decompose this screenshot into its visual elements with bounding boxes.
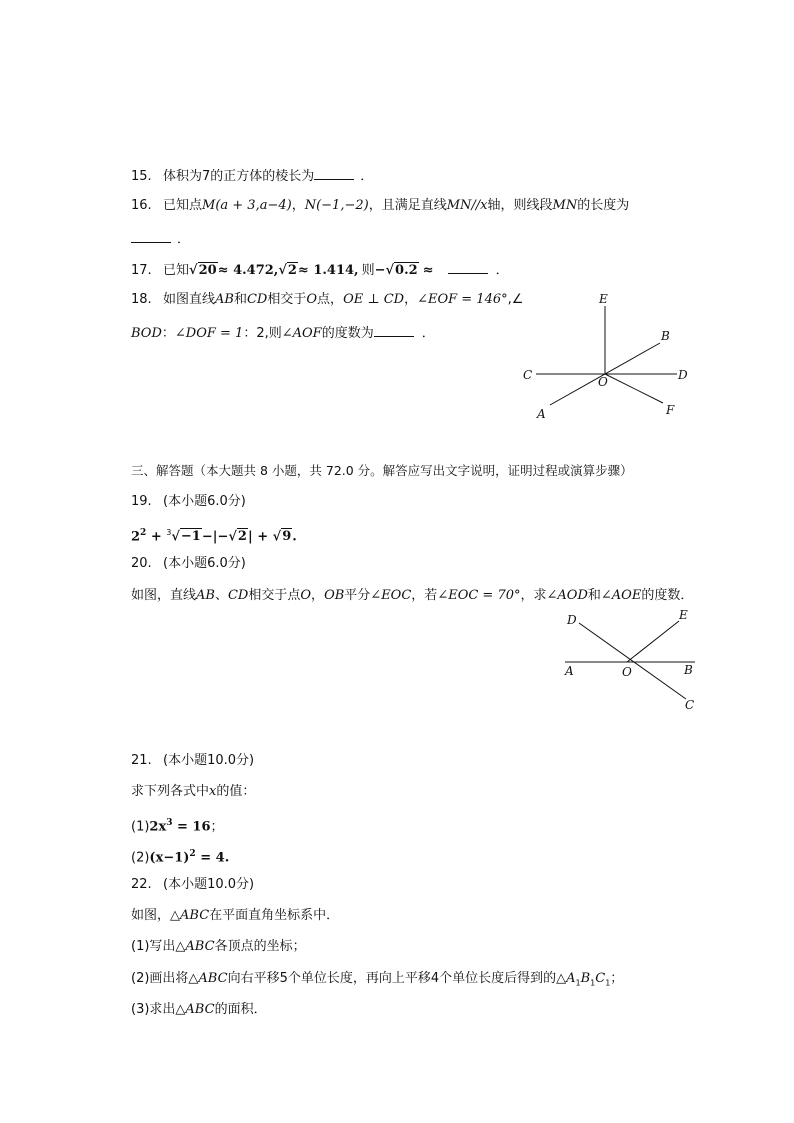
- exponent: 2: [189, 849, 196, 859]
- math-dof: ∠DOF = 1: [174, 326, 244, 341]
- label-c: C: [685, 698, 695, 712]
- text: (2)画出将: [131, 971, 189, 986]
- question-number: 19.: [131, 494, 152, 509]
- text: 向右平移5个单位长度，再向上平移4个单位长度后得到的: [227, 971, 557, 986]
- text: 的度数．: [641, 588, 694, 603]
- math: −|−: [201, 529, 229, 545]
- math-eoc-value: ∠EOC = 70°: [437, 588, 521, 603]
- question-18-line2: [131, 323, 435, 343]
- line-oe: [627, 621, 679, 662]
- subscript: 1: [575, 978, 581, 988]
- label-o: O: [598, 375, 608, 389]
- question-22-intro: [131, 907, 339, 925]
- minus: −: [374, 263, 386, 278]
- label-b: B: [684, 663, 693, 677]
- math: 2x: [149, 819, 167, 835]
- root-index: 3: [166, 528, 172, 537]
- text: (1)写出: [131, 939, 176, 954]
- text: 在平面直角坐标系中．: [209, 908, 340, 923]
- math-triangle-a1: △A: [556, 971, 576, 986]
- text: ，且满足直线: [368, 198, 447, 213]
- math-value: ≈ 1.414,: [297, 263, 359, 278]
- label-e: E: [679, 608, 688, 622]
- period: ．: [421, 326, 435, 341]
- text: 的值：: [216, 784, 256, 799]
- label-f: F: [666, 403, 675, 417]
- text: 相交于: [267, 292, 307, 307]
- question-number: 16.: [131, 198, 152, 213]
- period: ．: [495, 263, 509, 278]
- text: (3)求出: [131, 1002, 176, 1017]
- text: ，: [291, 198, 305, 213]
- label-b: B: [661, 329, 670, 343]
- math-b1: B: [580, 971, 591, 986]
- math: .: [292, 529, 297, 545]
- score: (本小题10.0分): [163, 877, 255, 892]
- math-triangle: △ABC: [170, 908, 210, 923]
- math-perp: OE ⊥ CD: [343, 292, 405, 307]
- text: 已知: [163, 263, 190, 278]
- text: 和: [233, 292, 247, 307]
- line-dc: [579, 623, 686, 699]
- math: = 16: [172, 819, 211, 835]
- text: 已知点: [163, 198, 203, 213]
- math: = 4: [195, 850, 225, 866]
- text: 如图，直线: [131, 588, 197, 603]
- math-mn: MN: [552, 198, 578, 213]
- math-cd: CD: [227, 588, 249, 603]
- question-17: 17. 已知√20≈ 4.472,√2≈ 1.414, 则−√0.2 ≈ ．: [131, 260, 509, 280]
- answer-blank[interactable]: [314, 166, 354, 180]
- math-cd: CD: [246, 292, 268, 307]
- cbrt-neg-1: −1: [180, 529, 201, 545]
- math-triangle: △ABC: [175, 1002, 215, 1017]
- sqrt-9: 9: [282, 529, 292, 545]
- math-c1: C: [595, 971, 606, 986]
- approx: ≈: [422, 263, 434, 278]
- text: 求下列各式中: [131, 784, 210, 799]
- item-label: (2): [131, 850, 150, 866]
- text: ，若: [411, 588, 438, 603]
- math-value: ≈ 4.472,: [217, 263, 279, 278]
- text: ：: [161, 326, 175, 341]
- math-triangle: △ABC: [188, 971, 228, 986]
- q20-figure: [555, 605, 715, 720]
- exponent: 3: [166, 818, 173, 828]
- score: (本小题6.0分): [163, 494, 246, 509]
- label-a: A: [565, 664, 574, 678]
- question-16: [131, 197, 629, 215]
- question-18: [131, 291, 523, 309]
- text: 平分: [344, 588, 371, 603]
- text: 的面积．: [214, 1002, 267, 1017]
- period: ．: [360, 169, 374, 184]
- item-label: (1): [131, 819, 150, 835]
- label-e: E: [599, 292, 608, 306]
- answer-blank[interactable]: [131, 229, 171, 243]
- question-19-expr: $2^2 + ^3√-1-|-√2| + √9$.: [131, 528, 297, 545]
- text: 如图，: [131, 908, 171, 923]
- text: ，: [404, 292, 418, 307]
- math-aoe: ∠AOE: [600, 588, 642, 603]
- text: ：2,: [243, 326, 269, 341]
- label-o: O: [622, 665, 632, 679]
- subscript: 1: [590, 978, 596, 988]
- subscript: 1: [605, 978, 611, 988]
- sqrt-2: 2: [287, 263, 297, 278]
- math-o: O: [306, 292, 318, 307]
- text: 相交于点: [248, 588, 301, 603]
- question-number: 22.: [131, 877, 152, 892]
- math: 2: [131, 529, 141, 545]
- text: 轴，则线段: [487, 198, 553, 213]
- math-ab: AB: [215, 292, 234, 307]
- math-aod: ∠AOD: [546, 588, 588, 603]
- math-eoc: ∠EOC: [370, 588, 412, 603]
- text: 、: [214, 588, 228, 603]
- math-x: x: [209, 784, 217, 799]
- math-bod: BOD: [131, 326, 162, 341]
- q18-figure: [505, 285, 715, 430]
- question-text: 体积为7的正方体的棱长为: [163, 169, 315, 184]
- sqrt-2: 2: [237, 529, 247, 545]
- label-d: D: [678, 368, 688, 382]
- question-number: 17.: [131, 263, 152, 278]
- period: ．: [177, 232, 191, 247]
- text: 和: [587, 588, 601, 603]
- text: 的长度为: [577, 198, 630, 213]
- math-m-point: M(a + 3,a−4): [202, 198, 292, 213]
- math-ab: AB: [196, 588, 215, 603]
- question-22: [131, 876, 254, 894]
- question-20-text: [131, 587, 693, 605]
- question-16-blank-line: [131, 229, 190, 249]
- answer-blank[interactable]: [448, 260, 488, 274]
- question-number: 20.: [131, 556, 152, 571]
- line-of: [605, 374, 663, 403]
- math-triangle: △ABC: [175, 939, 215, 954]
- exponent: 2: [140, 528, 147, 538]
- sqrt-0-2: 0.2: [395, 263, 418, 278]
- question-21-item-1: [131, 814, 224, 836]
- text: 各顶点的坐标；: [214, 939, 306, 954]
- label-c: C: [523, 368, 533, 382]
- text: ；: [210, 819, 224, 835]
- question-number: 21.: [131, 753, 152, 768]
- label-a: A: [537, 407, 546, 421]
- math-aof: ∠AOF: [281, 326, 322, 341]
- math-parallel: MN//x: [446, 198, 488, 213]
- score: (本小题6.0分): [163, 556, 246, 571]
- math-ob: OB: [324, 588, 345, 603]
- text: ；: [610, 971, 624, 986]
- score: (本小题10.0分): [163, 753, 255, 768]
- label-d: D: [567, 613, 577, 627]
- question-21: [131, 752, 254, 770]
- math-n-point: N(−1,−2): [304, 198, 369, 213]
- math-o: O: [300, 588, 312, 603]
- question-22-item-2: [131, 970, 623, 993]
- question-number: 15.: [131, 169, 152, 184]
- text: ，: [311, 588, 325, 603]
- math: | +: [247, 529, 273, 545]
- answer-blank[interactable]: [374, 323, 414, 337]
- text: 则: [268, 326, 282, 341]
- text: ,∠: [507, 292, 524, 307]
- math: +: [146, 529, 167, 545]
- question-21-intro: [131, 783, 255, 801]
- question-21-item-2: [131, 845, 229, 867]
- text: 点，: [317, 292, 344, 307]
- math: (x−1): [149, 850, 190, 866]
- question-number: 18.: [131, 292, 152, 307]
- text: 则: [361, 263, 375, 278]
- question-22-item-1: [131, 938, 306, 956]
- question-22-item-3: [131, 1001, 267, 1019]
- text: 的度数为: [321, 326, 374, 341]
- text: 如图直线: [163, 292, 216, 307]
- text: .: [224, 850, 230, 866]
- question-15: [131, 166, 373, 186]
- text: ，求: [520, 588, 547, 603]
- sqrt-20: 20: [198, 263, 217, 278]
- math-eof: ∠EOF = 146°: [417, 292, 508, 307]
- section-3-heading: 三、解答题（本大题共 8 小题，共 72.0 分。解答应写出文字说明，证明过程或演算步骤）: [131, 463, 633, 478]
- question-19: [131, 493, 246, 511]
- question-20: [131, 555, 246, 573]
